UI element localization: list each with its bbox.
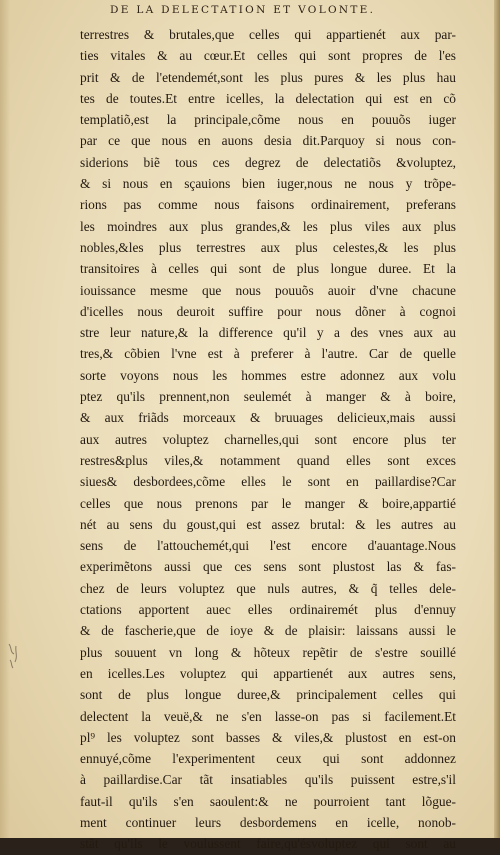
text-line: & aux friãds morceaux & bruuages delicieux,mais aussi — [80, 410, 456, 426]
text-line: faut-il qu'ils s'en saoulent:& ne pourroient tant lõgue- — [80, 793, 456, 809]
text-line: iouissance mesme que nous pouuõs auoir d'vne chacune — [80, 282, 456, 298]
text-line: pl⁹ les voluptez sont basses & viles,& plustost en est-on — [80, 729, 456, 745]
text-line: par ce que nous en auons desia dit.Parquoy si nous con- — [80, 133, 456, 149]
page-gutter-shadow — [0, 0, 10, 838]
text-line: templatiõ,est la principale,cõme nous en pouuõs iuger — [80, 112, 456, 128]
text-line: sorte voyons nous les hommes estre adonnez aux volu — [80, 367, 456, 383]
text-line: nét au sens du goust,qui est assez brutal: & les autres au — [80, 516, 456, 532]
text-line: prit & de l'etendemét,sont les plus pures & les plus hau — [80, 69, 456, 85]
text-line: les moindres aux plus grandes,& les plus viles aux plus — [80, 218, 456, 234]
text-line: stre leur nature,& la difference qu'il y a des vnes aux au — [80, 325, 456, 341]
text-line: & si nous en sçauions bien iuger,nous ne nous y trõpe- — [80, 176, 456, 192]
margin-ink-mark — [6, 640, 22, 670]
text-line: ctations apportent auec elles ordinairemét plus d'ennuy — [80, 602, 456, 618]
text-line: rions pas comme nous faisons ordinairement, preferans — [80, 197, 456, 213]
text-line: en icelles.Les voluptez qui appartienét aux autres sens, — [80, 665, 456, 681]
text-line: tres,& cõbien l'vne est à preferer à l'autre. Car de quelle — [80, 346, 456, 362]
text-line: & de fascherie,que de ioye & de plaisir: laissans aussi le — [80, 623, 456, 639]
running-head: DE LA DELECTATION ET VOLONTE. — [110, 4, 376, 16]
text-line: tes de toutes.Et entre icelles, la delectation qui est en cõ — [80, 90, 456, 106]
text-line: ment continuer leurs desbordemens en icelle, nonob- — [80, 814, 456, 830]
text-line: aux autres voluptez charnelles,qui sont encore plus ter — [80, 431, 456, 447]
text-line: restres&plus viles,& notamment quand elles sont exces — [80, 452, 456, 468]
text-line: chez de leurs voluptez que nuls autres, & q̃ telles dele- — [80, 580, 456, 596]
text-line: delectent la veuë,& ne s'en lasse-on pas si facilement.Et — [80, 708, 456, 724]
text-line: siues& desbordees,cõme elles le sont en paillardise?Car — [80, 474, 456, 490]
text-line: ennuyé,cõme l'experimentent ceux qui sont addonnez — [80, 751, 456, 767]
body-text — [80, 24, 456, 855]
text-line: stãt qu'ils le voulussent faire,qu'ésvoluptez qui sont au — [80, 836, 456, 852]
page-edge — [494, 0, 500, 838]
text-line: nobles,&les plus terrestres aux plus celestes,& les plus — [80, 239, 456, 255]
text-line: celles que nous prenons par le manger & boire,appartié — [80, 495, 456, 511]
text-line: à paillardise.Car tãt insatiables qu'ils puissent estre,s'il — [80, 772, 456, 788]
text-line: plus souuent vn long & hõteux repẽtir de s'estre souillé — [80, 644, 456, 660]
text-line: sont de plus longue duree,& principalement celles qui — [80, 687, 456, 703]
text-line: transitoires à celles qui sont de plus longue duree. Et la — [80, 261, 456, 277]
text-line: terrestres & brutales,que celles qui appartienét aux par- — [80, 27, 456, 42]
text-line: ties vitales & au cœur.Et celles qui sont propres de l'es — [80, 48, 456, 64]
text-line: experimẽtons aussi que ces sens sont plustost las & fas- — [80, 559, 456, 575]
text-line: d'icelles nous deuroit suffire pour nous dõner à cognoi — [80, 303, 456, 319]
text-line: siderions biẽ tous ces degrez de delectatiõs &voluptez, — [80, 154, 456, 170]
text-line: sens de l'attouchemét,qui l'est encore d'auantage.Nous — [80, 538, 456, 554]
text-line: ptez qu'ils prennent,non seulemét à manger & à boire, — [80, 389, 456, 405]
